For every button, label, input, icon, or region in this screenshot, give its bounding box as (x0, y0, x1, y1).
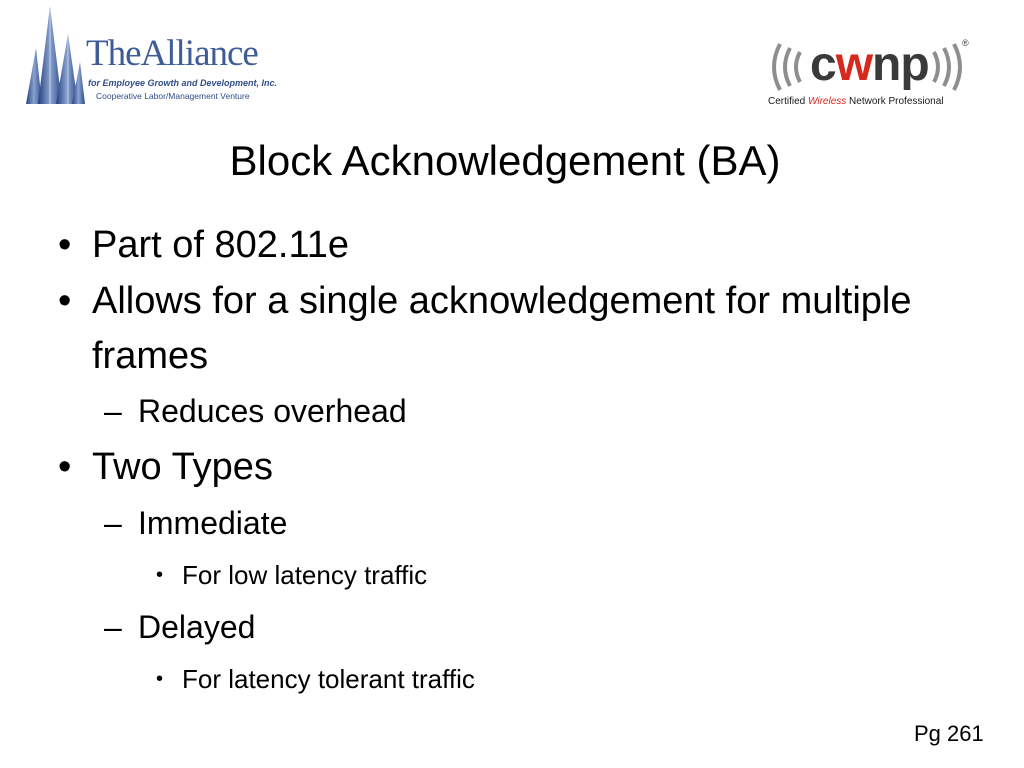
sub-bullet-item (58, 600, 958, 654)
slide-title: Block Acknowledgement (BA) (229, 137, 781, 184)
sub-bullet-text: Delayed (138, 609, 256, 645)
alliance-logo (22, 4, 284, 108)
skyscraper-icon (22, 4, 86, 108)
sub-sub-bullet-item (58, 550, 958, 600)
alliance-venture-line: Cooperative Labor/Management Venture (96, 91, 250, 101)
page-number: Pg 261 (914, 721, 984, 746)
small-bullet-marker: • (156, 668, 164, 690)
bullet-list (58, 216, 958, 704)
cwnp-tagline: Certified Wireless Network Professional (768, 96, 944, 107)
small-bullet-marker: • (156, 564, 164, 586)
bullet-text: Part of 802.11e (92, 224, 350, 266)
registered-mark: ® (962, 38, 969, 48)
sub-bullet-text: Immediate (138, 505, 288, 541)
dash-marker: – (104, 393, 122, 429)
dash-marker: – (104, 609, 122, 645)
bullet-marker: • (58, 446, 72, 488)
bullet-marker: • (58, 280, 72, 322)
sub-bullet-text: Reduces overhead (138, 393, 407, 429)
sub-sub-bullet-item (58, 654, 958, 704)
dash-marker: – (104, 505, 122, 541)
alliance-wordmark: TheAlliance (86, 33, 258, 74)
bullet-item (58, 274, 958, 384)
sub-sub-bullet-text: For low latency traffic (182, 560, 428, 590)
signal-waves-left-icon (766, 40, 810, 94)
bullet-text: Two Types (92, 446, 273, 488)
sub-bullet-item (58, 496, 958, 550)
bullet-item (58, 216, 958, 274)
bullet-marker: • (58, 224, 72, 266)
bullet-text: Allows for a single acknowledgement for multiple frames (92, 280, 912, 377)
sub-bullet-item (58, 384, 958, 438)
sub-sub-bullet-text: For latency tolerant traffic (182, 664, 475, 694)
alliance-subtitle: for Employee Growth and Development, Inc. (88, 78, 278, 88)
signal-waves-right-icon (924, 40, 968, 94)
cwnp-wordmark: cwnp (810, 38, 929, 91)
cwnp-logo (764, 36, 980, 116)
bullet-item (58, 438, 958, 496)
